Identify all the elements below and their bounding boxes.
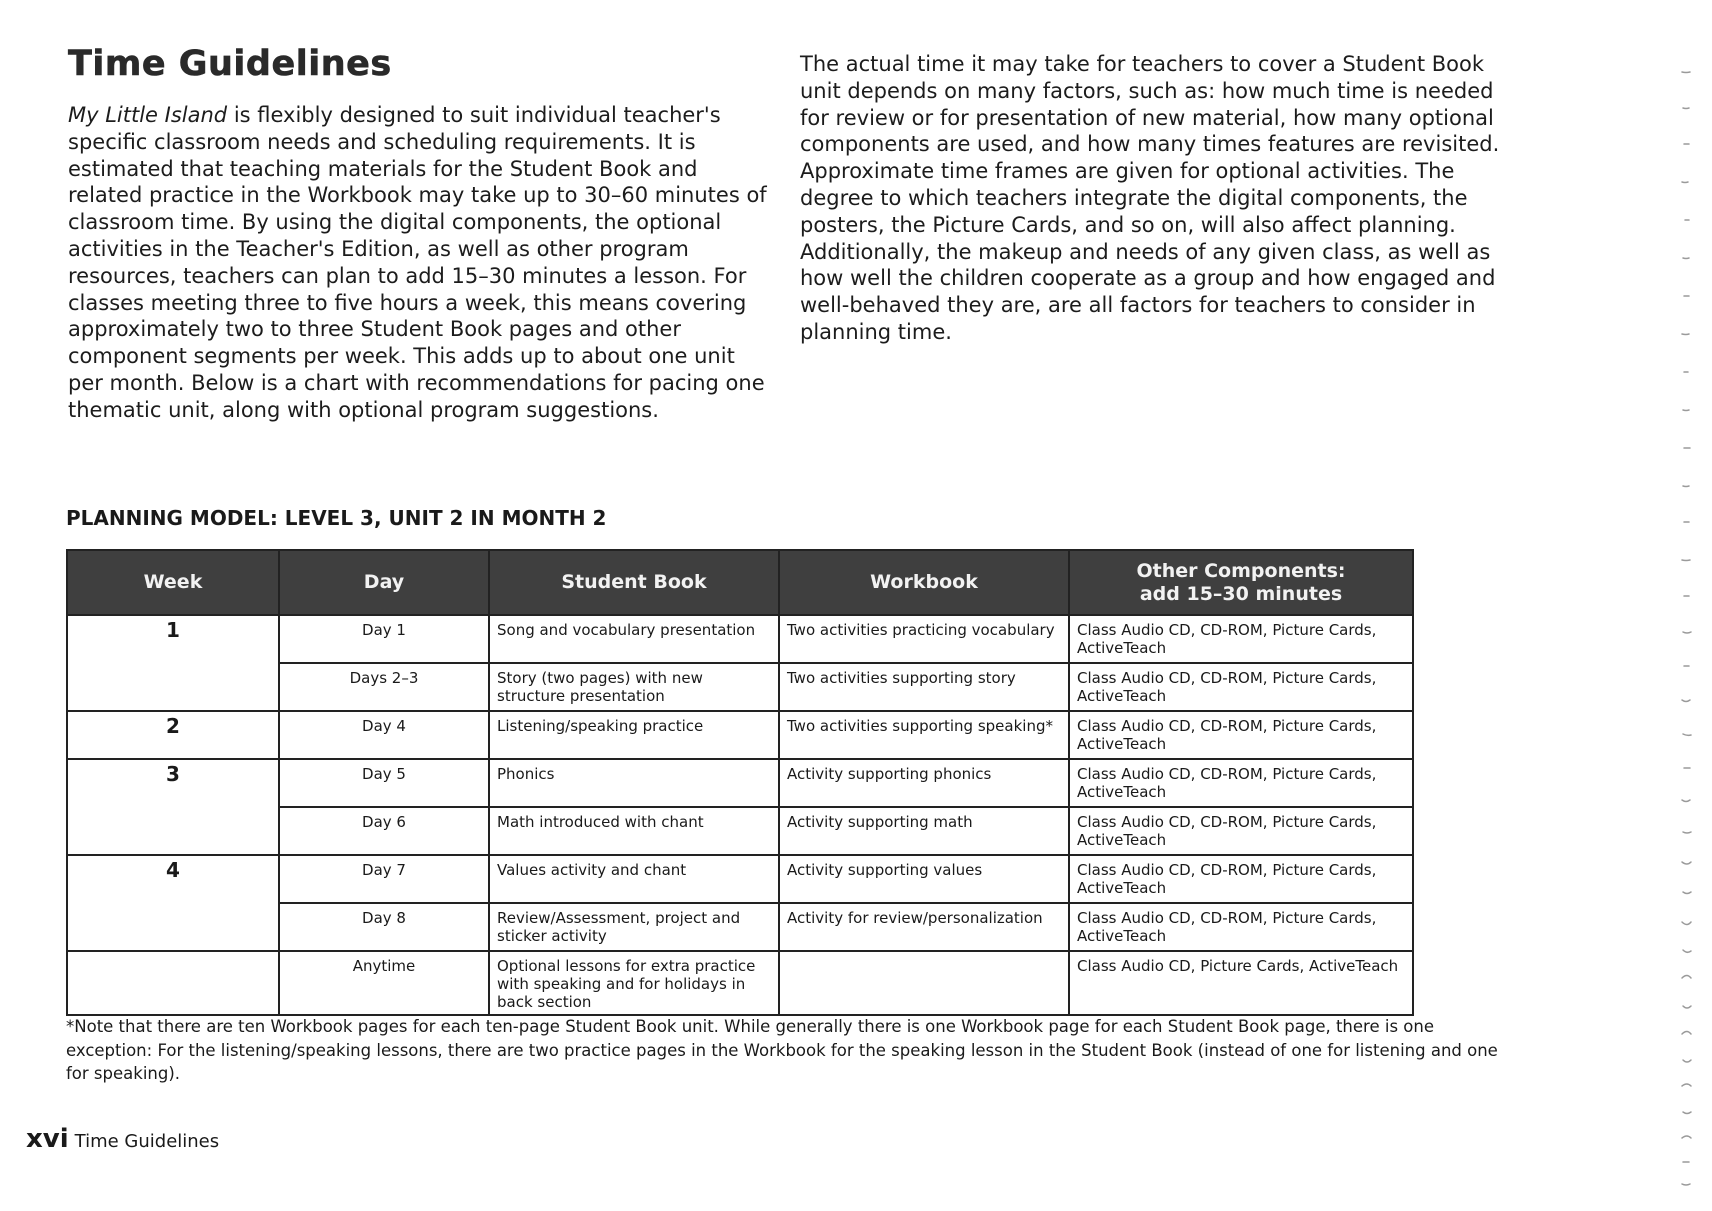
student-book-cell: Story (two pages) with new structure presentation [489, 663, 779, 711]
planning-table [66, 549, 1414, 1016]
footnote: *Note that there are ten Workbook pages for each ten-page Student Book unit. While generally there is one Workbook page for each Student Book page, there is one exception: For the listening/speaking lessons, there are two practice pages in the Workbook for the speaking lesson in the Student Book (instead of one for listening and one for speaking). [66, 1017, 1498, 1083]
other-components-cell: Class Audio CD, CD-ROM, Picture Cards, ActiveTeach [1069, 615, 1413, 663]
page-number: xvi [26, 1124, 69, 1154]
day-cell: Day 6 [279, 807, 489, 855]
day-cell: Days 2–3 [279, 663, 489, 711]
factors-paragraph: The actual time it may take for teachers to cover a Student Book unit depends on many factors, such as: how much time is needed for review or for presentation of new material, how many optional components are used, and how many times features are revisited. Approximate time frames are given for optional activities. The degree to which teachers integrate the digital components, the posters, the Picture Cards, and so on, will also affect planning. Additionally, the makeup and needs of any given class, as well as how well the children cooperate as a group and how engaged and well-behaved they are, are all factors for teachers to consider in planning time. [800, 52, 1500, 344]
week-cell: 3 [67, 759, 279, 855]
workbook-cell: Two activities practicing vocabulary [779, 615, 1069, 663]
day-cell: Day 4 [279, 711, 489, 759]
header-workbook: Workbook [779, 550, 1069, 615]
book-title: My Little Island [68, 103, 228, 127]
other-components-cell: Class Audio CD, CD-ROM, Picture Cards, ActiveTeach [1069, 855, 1413, 903]
student-book-cell: Phonics [489, 759, 779, 807]
other-components-cell: Class Audio CD, CD-ROM, Picture Cards, ActiveTeach [1069, 759, 1413, 807]
student-book-cell: Values activity and chant [489, 855, 779, 903]
header-week: Week [67, 550, 279, 615]
week-cell: 1 [67, 615, 279, 711]
student-book-cell: Song and vocabulary presentation [489, 615, 779, 663]
table-row [67, 759, 1413, 807]
day-cell: Day 1 [279, 615, 489, 663]
table-row [67, 711, 1413, 759]
day-cell: Day 8 [279, 903, 489, 951]
page-heading: Time Guidelines [68, 44, 392, 84]
student-book-cell: Listening/speaking practice [489, 711, 779, 759]
intro-paragraph [68, 102, 768, 424]
student-book-cell: Optional lessons for extra practice with speaking and for holidays in back section [489, 951, 779, 1015]
workbook-cell: Activity supporting phonics [779, 759, 1069, 807]
other-components-cell: Class Audio CD, CD-ROM, Picture Cards, ActiveTeach [1069, 903, 1413, 951]
header-day: Day [279, 550, 489, 615]
workbook-cell [779, 951, 1069, 1015]
workbook-cell: Activity for review/personalization [779, 903, 1069, 951]
student-book-cell: Review/Assessment, project and sticker activity [489, 903, 779, 951]
other-components-cell: Class Audio CD, CD-ROM, Picture Cards, ActiveTeach [1069, 663, 1413, 711]
intro-text: is flexibly designed to suit individual teacher's specific classroom needs and scheduling requirements. It is estimated that teaching materials for the Student Book and related practice in the Workbook may take up to 30–60 minutes of classroom time. By using the digital components, the optional activities in the Teacher's Edition, as well as other program resources, teachers can plan to add 15–30 minutes a lesson. For classes meeting three to five hours a week, this means covering approximately two to three Student Book pages and other component segments per week. This adds up to about one unit per month. Below is a chart with recommendations for pacing one thematic unit, along with optional program suggestions. [68, 103, 767, 422]
footer-section-title: Time Guidelines [74, 1131, 220, 1152]
day-cell: Day 5 [279, 759, 489, 807]
other-components-cell: Class Audio CD, CD-ROM, Picture Cards, ActiveTeach [1069, 711, 1413, 759]
page-footer [26, 1124, 219, 1154]
other-components-cell: Class Audio CD, Picture Cards, ActiveTeach [1069, 951, 1413, 1015]
student-book-cell: Math introduced with chant [489, 807, 779, 855]
other-components-cell: Class Audio CD, CD-ROM, Picture Cards, ActiveTeach [1069, 807, 1413, 855]
workbook-cell: Activity supporting values [779, 855, 1069, 903]
table-row [67, 615, 1413, 663]
week-cell: 2 [67, 711, 279, 759]
table-header-row [67, 550, 1413, 615]
workbook-cell: Activity supporting math [779, 807, 1069, 855]
header-other-line1: Other Components: [1136, 559, 1346, 582]
binding-edge-marks [1552, 0, 1712, 1211]
table-row [67, 855, 1413, 903]
workbook-cell: Two activities supporting story [779, 663, 1069, 711]
table-title: PLANNING MODEL: LEVEL 3, UNIT 2 IN MONTH 2 [66, 506, 607, 530]
workbook-cell: Two activities supporting speaking* [779, 711, 1069, 759]
table-row [67, 951, 1413, 1015]
day-cell: Day 7 [279, 855, 489, 903]
header-student-book: Student Book [489, 550, 779, 615]
header-other-components [1069, 550, 1413, 615]
header-other-line2: add 15–30 minutes [1139, 582, 1343, 605]
week-cell: 4 [67, 855, 279, 951]
week-cell [67, 951, 279, 1015]
day-cell: Anytime [279, 951, 489, 1015]
